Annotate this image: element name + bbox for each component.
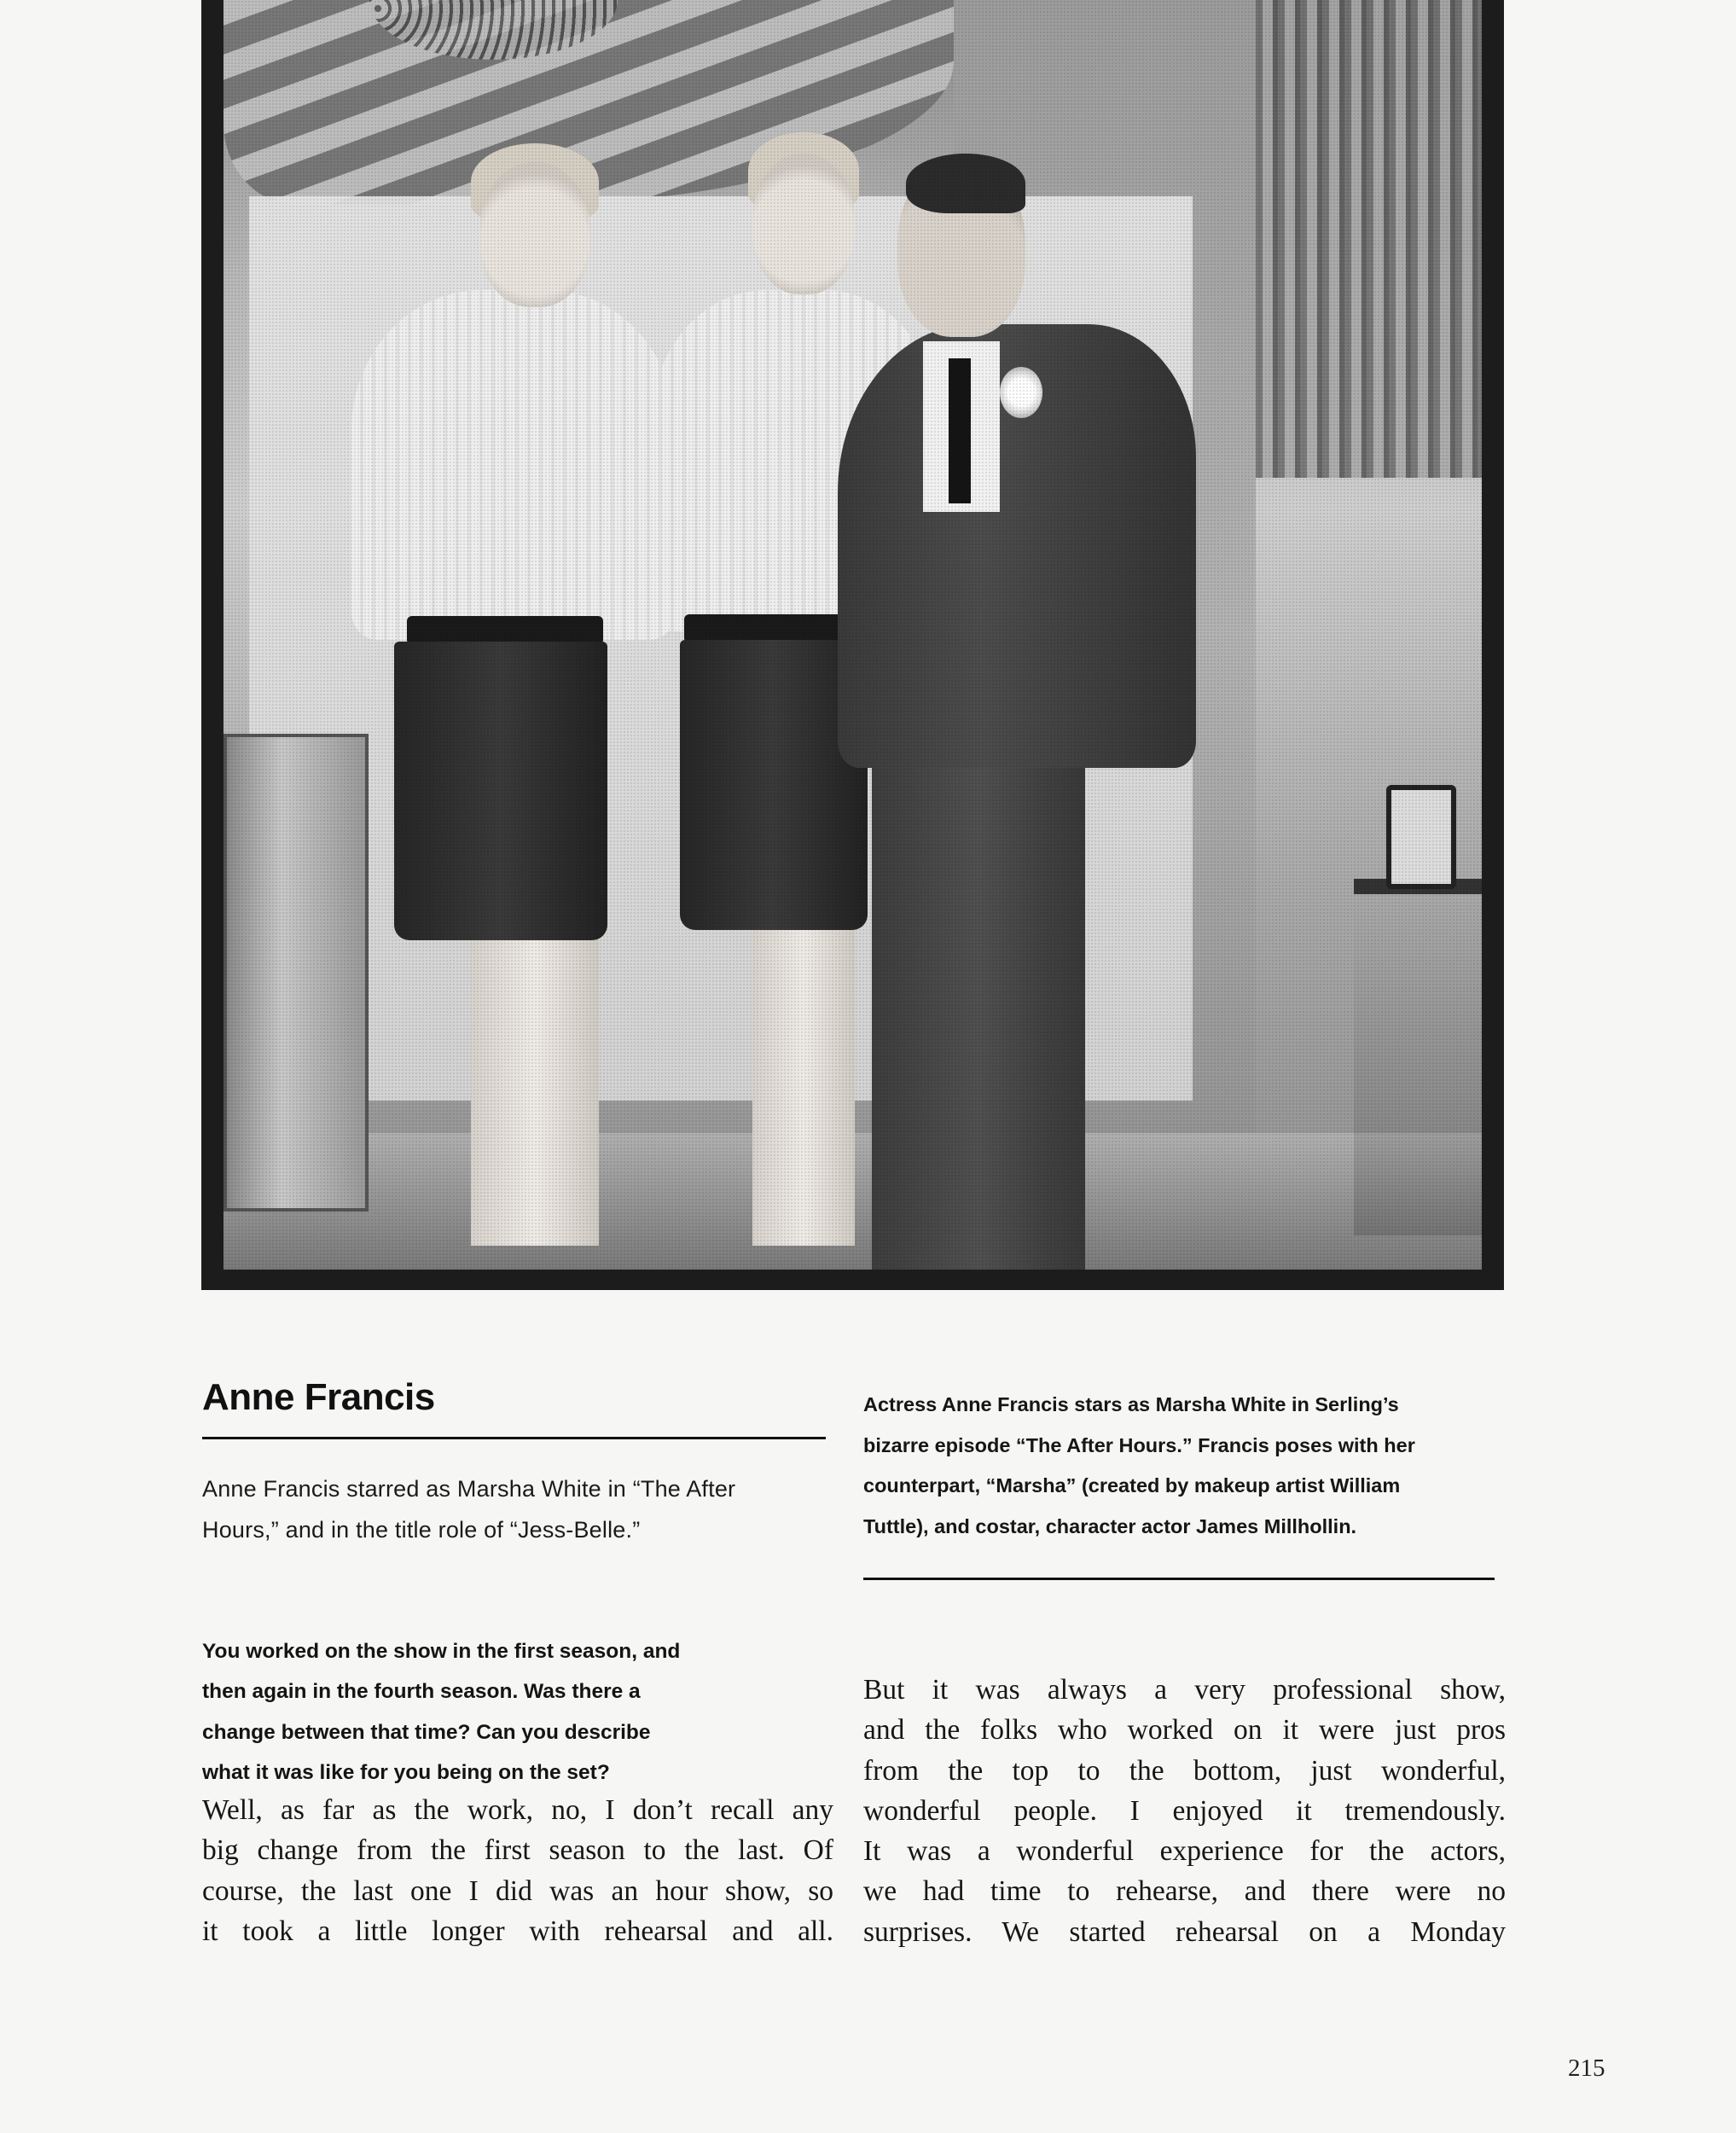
photo-caption: Actress Anne Francis stars as Marsha White in Serling’s bizarre episode “The After Hours.” Francis poses with her counterpart, “Marsha” (created by makeup artist William Tuttle), and costar, character actor James Millhollin. xyxy=(863,1393,1415,1537)
production-photo xyxy=(201,0,1504,1290)
interview-question: You worked on the show in the first season, and then again in the fourth season. Was there a change between that time? Can you describe what it was like for you being on the set? xyxy=(202,1640,681,1784)
photo-clock xyxy=(1386,785,1456,889)
interview-answer-right: But it was always a very professional show, and the folks who worked on it were just pros from the top to the bottom, just wonderful, wonderful people. I enjoyed it tremendously. It was a wonderful experience for the actors, we had time to rehearse, and there were no surprises. We started rehearsal on a Monday xyxy=(863,1674,1506,1948)
photo-image xyxy=(224,0,1482,1270)
photo-stand xyxy=(1354,879,1482,1235)
page-number: 215 xyxy=(1568,2055,1605,2082)
intro-text: Anne Francis starred as Marsha White in “The After Hours,” and in the title role of “Jess-Belle.” xyxy=(202,1476,736,1543)
photo-curtain xyxy=(1256,0,1483,478)
caption-rule xyxy=(863,1578,1495,1580)
interview-answer-left: Well, as far as the work, no, I don’t recall any big change from the first season to the last. Of course, the last one I did was an hour show, so it took a little longer with rehearsal and all. xyxy=(202,1794,833,1947)
heading-rule xyxy=(202,1437,826,1439)
section-heading: Anne Francis xyxy=(202,1376,435,1418)
photo-cabinet xyxy=(224,734,369,1212)
